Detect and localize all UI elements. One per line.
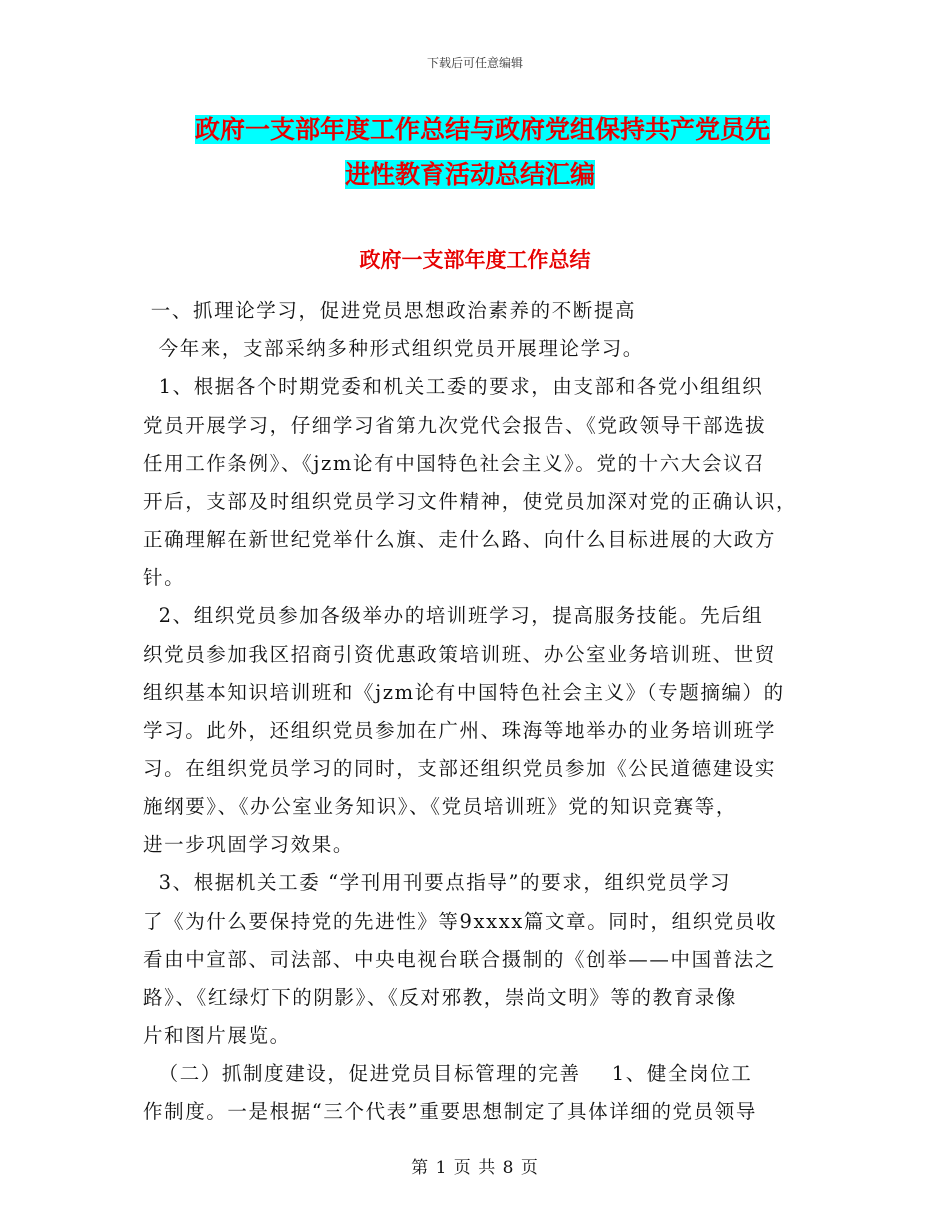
body-line: 一、抓理论学习，促进党员思想政治素养的不断提高 [143,299,637,322]
body-line: 1、根据各个时期党委和机关工委的要求，由支部和各党小组组织 [143,375,764,398]
body-line: 党员开展学习，仔细学习省第九次党代会报告、《党政领导干部选拔 [143,414,767,437]
body-line: 针。 [143,566,186,589]
body-line: 片和图片展览。 [143,1024,291,1047]
body-line: 3、根据机关工委 “学刊用刊要点指导”的要求，组织党员学习 [143,871,732,894]
body-line: 看由中宣部、司法部、中央电视台联合摄制的《创举——中国普法之 [143,948,777,971]
body-line: 2、组织党员参加各级举办的培训班学习，提高服务技能。先后组 [143,604,764,627]
body-line: 路》、《红绿灯下的阴影》、《反对邪教，崇尚文明》等的教育录像 [143,986,738,1009]
body-line: 施纲要》、《办公室业务知识》、《党员培训班》党的知识竞赛等， [143,795,738,818]
body-line: 习。在组织党员学习的同时，支部还组织党员参加《公民道德建设实 [143,757,777,780]
section-title: 政府一支部年度工作总结 [359,248,591,272]
document-title-line-1: 政府一支部年度工作总结与政府党组保持共产党员先 [195,115,771,144]
body-line: 正确理解在新世纪党举什么旗、走什么路、向什么目标进展的大政方 [143,528,777,551]
body-line: 开后，支部及时组织党员学习文件精神，使党员加深对党的正确认识， [143,490,798,513]
header-note: 下载后可任意编辑 [426,56,523,70]
body-line: 组织基本知识培训班和《jzm论有中国特色社会主义》（专题摘编）的 [143,681,785,704]
body-line: 学习。此外，还组织党员参加在广州、珠海等地举办的业务培训班学 [143,719,777,742]
body-line: 任用工作条例》、《jzm论有中国特色社会主义》。党的十六大会议召 [143,452,766,475]
body-line: 今年来，支部采纳多种形式组织党员开展理论学习。 [143,337,644,360]
body-line: 织党员参加我区招商引资优惠政策培训班、办公室业务培训班、世贸 [143,643,777,666]
page-footer: 第 1 页 共 8 页 [411,1158,539,1178]
body-line: 了《为什么要保持党的先进性》等9xxxx篇文章。同时，组织党员收 [143,910,778,933]
document-title-line-2: 进性教育活动总结汇编 [345,160,596,189]
body-line: 作制度。一是根据“三个代表”重要思想制定了具体详细的党员领导 [143,1100,757,1123]
body-line: 进一步巩固学习效果。 [143,833,355,856]
body-line: （二）抓制度建设，促进党员目标管理的完善 1、健全岗位工 [143,1062,753,1085]
